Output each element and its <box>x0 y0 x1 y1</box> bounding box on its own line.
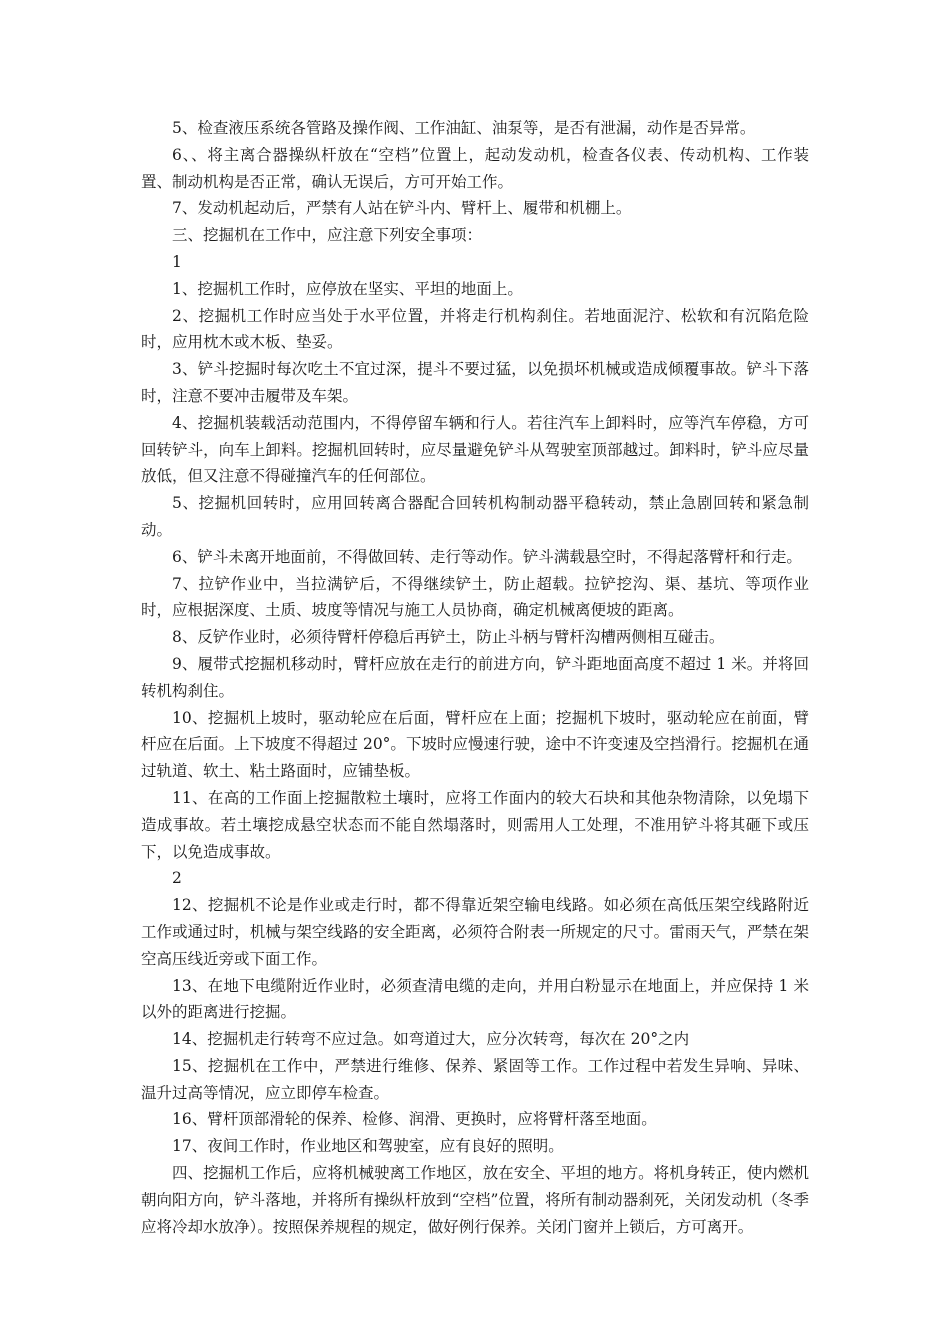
paragraph: 12、挖掘机不论是作业或走行时，都不得靠近架空输电线路。如必须在高低压架空线路附近工作或通过时，机械与架空线路的安全距离，必须符合附表一所规定的尺寸。雷雨天气，严禁在架空高压线近旁或下面工作。 <box>141 896 809 968</box>
document-body <box>141 115 809 1240</box>
paragraph: 10、挖掘机上坡时，驱动轮应在后面，臂杆应在上面；挖掘机下坡时，驱动轮应在前面，臂杆应在后面。上下坡度不得超过 20°。下坡时应慢速行驶，途中不许变速及空挡滑行。挖掘机在通过轨道、软土、粘土路面时，应铺垫板。 <box>141 708 809 781</box>
paragraph: 5、检查液压系统各管路及操作阀、工作油缸、油泵等，是否有泄漏，动作是否异常。 <box>172 119 756 137</box>
section-heading: 四、挖掘机工作后，应将机械驶离工作地区，放在安全、平坦的地方。将机身转正，使内燃机朝向阳方向，铲斗落地，并将所有操纵杆放到“空档”位置，将所有制动器刹死，关闭发动机（冬季应将冷却水放净）。按照保养规程的规定，做好例行保养。关闭门窗并上锁后，方可离开。 <box>141 1164 809 1236</box>
section-heading: 三、挖掘机在工作中，应注意下列安全事项： <box>172 226 483 245</box>
paragraph: 5、挖掘机回转时，应用回转离合器配合回转机构制动器平稳转动，禁止急剧回转和紧急制动。 <box>141 494 809 539</box>
paragraph: 3、铲斗挖掘时每次吃土不宜过深，提斗不要过猛，以免损坏机械或造成倾覆事故。铲斗下落时，注意不要冲击履带及车架。 <box>141 360 809 405</box>
paragraph: 13、在地下电缆附近作业时，必须查清电缆的走向，并用白粉显示在地面上，并应保持 1 米以外的距离进行挖掘。 <box>141 976 809 1022</box>
paragraph: 17、夜间工作时，作业地区和驾驶室，应有良好的照明。 <box>172 1137 564 1156</box>
paragraph: 6、铲斗未离开地面前，不得做回转、走行等动作。铲斗满载悬空时，不得起落臂杆和行走。 <box>172 547 802 566</box>
paragraph: 15、挖掘机在工作中，严禁进行维修、保养、紧固等工作。工作过程中若发生异响、异味、温升过高等情况，应立即停车检查。 <box>141 1056 809 1102</box>
paragraph: 14、挖掘机走行转弯不应过急。如弯道过大，应分次转弯，每次在 20°之内 <box>172 1030 690 1049</box>
paragraph: 4、挖掘机装载活动范围内，不得停留车辆和行人。若往汽车上卸料时，应等汽车停稳，方可回转铲斗，向车上卸料。挖掘机回转时，应尽量避免铲斗从驾驶室顶部越过。卸料时，铲斗应尽量放低，但又注意不得碰撞汽车的任何部位。 <box>141 413 809 486</box>
paragraph: 1、挖掘机工作时，应停放在坚实、平坦的地面上。 <box>172 279 523 298</box>
paragraph: 16、臂杆顶部滑轮的保养、检修、润滑、更换时，应将臂杆落至地面。 <box>172 1110 657 1129</box>
page-number: 1 <box>172 252 182 271</box>
paragraph: 7、拉铲作业中，当拉满铲后，不得继续铲土，防止超载。拉铲挖沟、渠、基坑、等项作业时，应根据深度、土质、坡度等情况与施工人员协商，确定机械离便坡的距离。 <box>141 574 809 620</box>
paragraph: 2、挖掘机工作时应当处于水平位置，并将走行机构刹住。若地面泥泞、松软和有沉陷危险时，应用枕木或木板、垫妥。 <box>141 306 809 352</box>
paragraph: 6、、将主离合器操纵杆放在“空档”位置上，起动发动机，检查各仪表、传动机构、工作装置、制动机构是否正常，确认无误后，方可开始工作。 <box>141 145 809 191</box>
paragraph: 7、发动机起动后，严禁有人站在铲斗内、臂杆上、履带和机棚上。 <box>172 199 632 218</box>
paragraph: 8、反铲作业时，必须待臂杆停稳后再铲土，防止斗柄与臂杆沟槽两侧相互碰击。 <box>172 628 725 647</box>
paragraph: 11、在高的工作面上挖掘散粒土壤时，应将工作面内的较大石块和其他杂物清除，以免塌下造成事故。若土壤挖成悬空状态而不能自然塌落时，则需用人工处理，不准用铲斗将其砸下或压下，以免造成事故。 <box>141 788 809 861</box>
page-number: 2 <box>172 869 182 888</box>
paragraph: 9、履带式挖掘机移动时，臂杆应放在走行的前进方向，铲斗距地面高度不超过 1 米。并将回转机构刹住。 <box>141 654 809 700</box>
